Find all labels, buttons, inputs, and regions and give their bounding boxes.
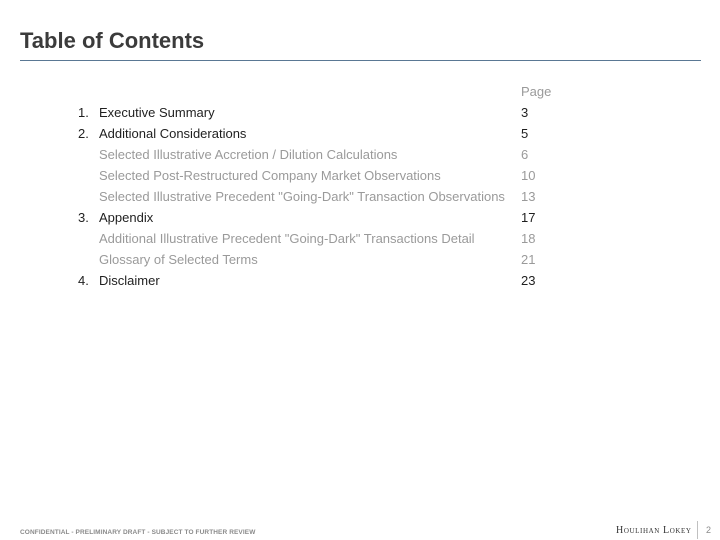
toc-entry-label: Additional Considerations <box>99 126 247 141</box>
toc-entry-executive-summary <box>0 104 720 122</box>
toc-entry-page: 3 <box>521 105 529 120</box>
toc-entry-label: Selected Illustrative Accretion / Dilution Calculations <box>99 147 398 162</box>
toc-entry-page: 23 <box>521 273 536 288</box>
toc-entry-label: Appendix <box>99 210 154 225</box>
page-number: 2 <box>706 525 712 535</box>
toc-entry-page: 5 <box>521 126 529 141</box>
toc-entry-label: Disclaimer <box>99 273 160 288</box>
toc-entry-label: Additional Illustrative Precedent "Going-Dark" Transactions Detail <box>99 231 475 246</box>
toc-subentry-market-observations <box>0 167 720 185</box>
toc-entry-page: 13 <box>521 189 536 204</box>
toc-entry-number: 2. <box>78 126 89 141</box>
toc-entry-page: 17 <box>521 210 536 225</box>
toc-subentry-accretion-dilution <box>0 146 720 164</box>
toc-subentry-glossary <box>0 251 720 269</box>
toc-entry-label: Executive Summary <box>99 105 215 120</box>
toc-entry-appendix <box>0 209 720 227</box>
toc-entry-page: 21 <box>521 252 536 267</box>
toc-entry-page: 6 <box>521 147 529 162</box>
toc-entry-page: 10 <box>521 168 536 183</box>
toc-entry-label: Selected Post-Restructured Company Market Observations <box>99 168 441 183</box>
toc-entry-label: Glossary of Selected Terms <box>99 252 258 267</box>
toc-entry-page: 18 <box>521 231 536 246</box>
toc-subentry-going-dark-detail <box>0 230 720 248</box>
toc-subentry-going-dark-observations <box>0 188 720 206</box>
page-column-header: Page <box>521 84 552 99</box>
toc-entry-additional-considerations <box>0 125 720 143</box>
toc-entry-number: 3. <box>78 210 89 225</box>
page-title: Table of Contents <box>20 28 205 53</box>
toc-entry-number: 1. <box>78 105 89 120</box>
company-logo: Houlihan Lokey <box>616 525 692 536</box>
toc-entry-label: Selected Illustrative Precedent "Going-Dark" Transaction Observations <box>99 189 505 204</box>
toc-entry-disclaimer <box>0 272 720 290</box>
footer-divider <box>697 521 698 539</box>
confidentiality-notice: CONFIDENTIAL - PRELIMINARY DRAFT - SUBJECT TO FURTHER REVIEW <box>20 529 256 536</box>
toc-entry-number: 4. <box>78 273 89 288</box>
